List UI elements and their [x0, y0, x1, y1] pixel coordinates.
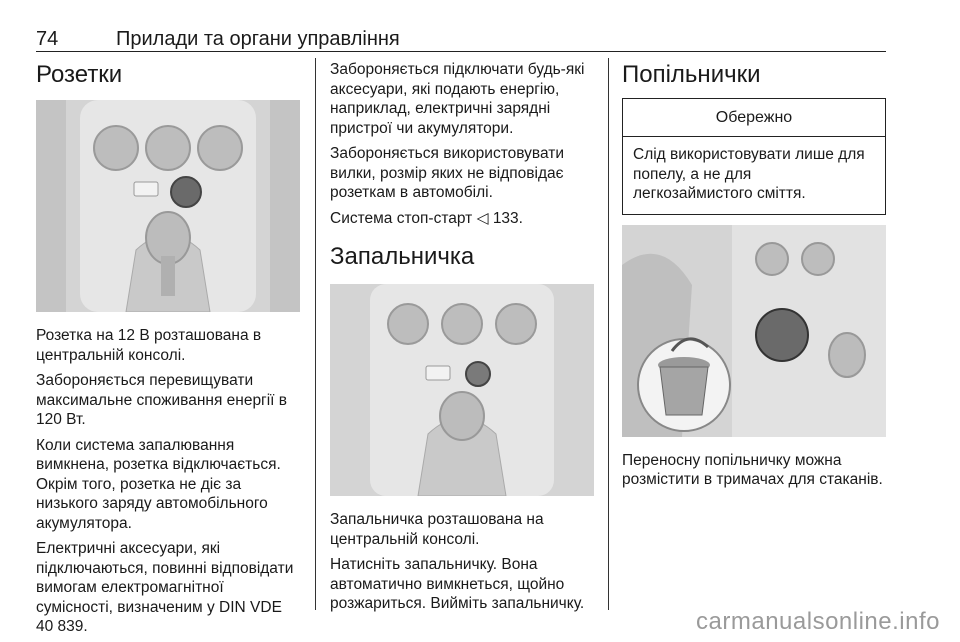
watermark: carmanualsonline.info	[696, 608, 940, 635]
paragraph: Електричні аксесуари, які підключаються, повинні відповідати вимогам електромагнітної сумісності, визначеним у DIN VDE 40 839.	[36, 540, 294, 635]
column-sockets	[36, 60, 300, 642]
paragraph: Забороняється використовувати вилки, розмір яких не відповідає розеткам в автомобілі.	[330, 145, 564, 201]
column-divider	[315, 58, 316, 610]
paragraph: Переносну попільничку можна розмістити в тримачах для стаканів.	[622, 451, 883, 488]
paragraph: Коли система запалювання вимкнена, розетка відключається. Окрім того, розетка не діє за низького заряду автомобільного акумулятора.	[36, 436, 281, 532]
warning-text: Слід використовувати лише для попелу, а не для легкозаймистого сміття.	[633, 146, 865, 202]
page-header	[36, 22, 886, 52]
ashtray-illustration	[622, 225, 886, 437]
paragraph: Забороняється підключати будь-які аксесуари, які подають енергію, наприклад, електричні зарядні пристрої чи акумулятори.	[330, 61, 585, 137]
ashtray-photo	[622, 225, 886, 437]
column-divider	[608, 58, 609, 610]
warning-box	[622, 98, 886, 215]
paragraph: Запальничка розташована на центральній консолі.	[330, 511, 544, 548]
crossref-text: Система стоп-старт	[330, 209, 473, 227]
section-heading-sockets: Розетки	[36, 61, 123, 88]
socket-photo	[36, 100, 300, 312]
paragraph: Натисніть запальничку. Вона автоматично вимкнеться, щойно розжариться. Вийміть запальничку.	[330, 556, 585, 612]
column-ashtrays	[622, 60, 886, 496]
crossref-arrow-icon: ◁	[476, 209, 489, 227]
crossref-paragraph	[330, 209, 594, 229]
paragraph: Забороняється перевищувати максимальне споживання енергії в 120 Вт.	[36, 372, 288, 428]
warning-title: Обережно	[623, 99, 885, 137]
running-title: Прилади та органи управління	[116, 28, 400, 50]
console-lighter-illustration	[330, 284, 594, 496]
console-socket-illustration	[36, 100, 300, 312]
page-number: 74	[36, 28, 59, 50]
lighter-photo	[330, 284, 594, 496]
paragraph: Розетка на 12 В розташована в центральній консолі.	[36, 327, 262, 364]
section-heading-ashtrays: Попільнички	[622, 61, 761, 88]
section-heading-lighter: Запальничка	[330, 243, 475, 270]
crossref-page: 133.	[492, 209, 523, 227]
column-lighter	[330, 60, 594, 620]
